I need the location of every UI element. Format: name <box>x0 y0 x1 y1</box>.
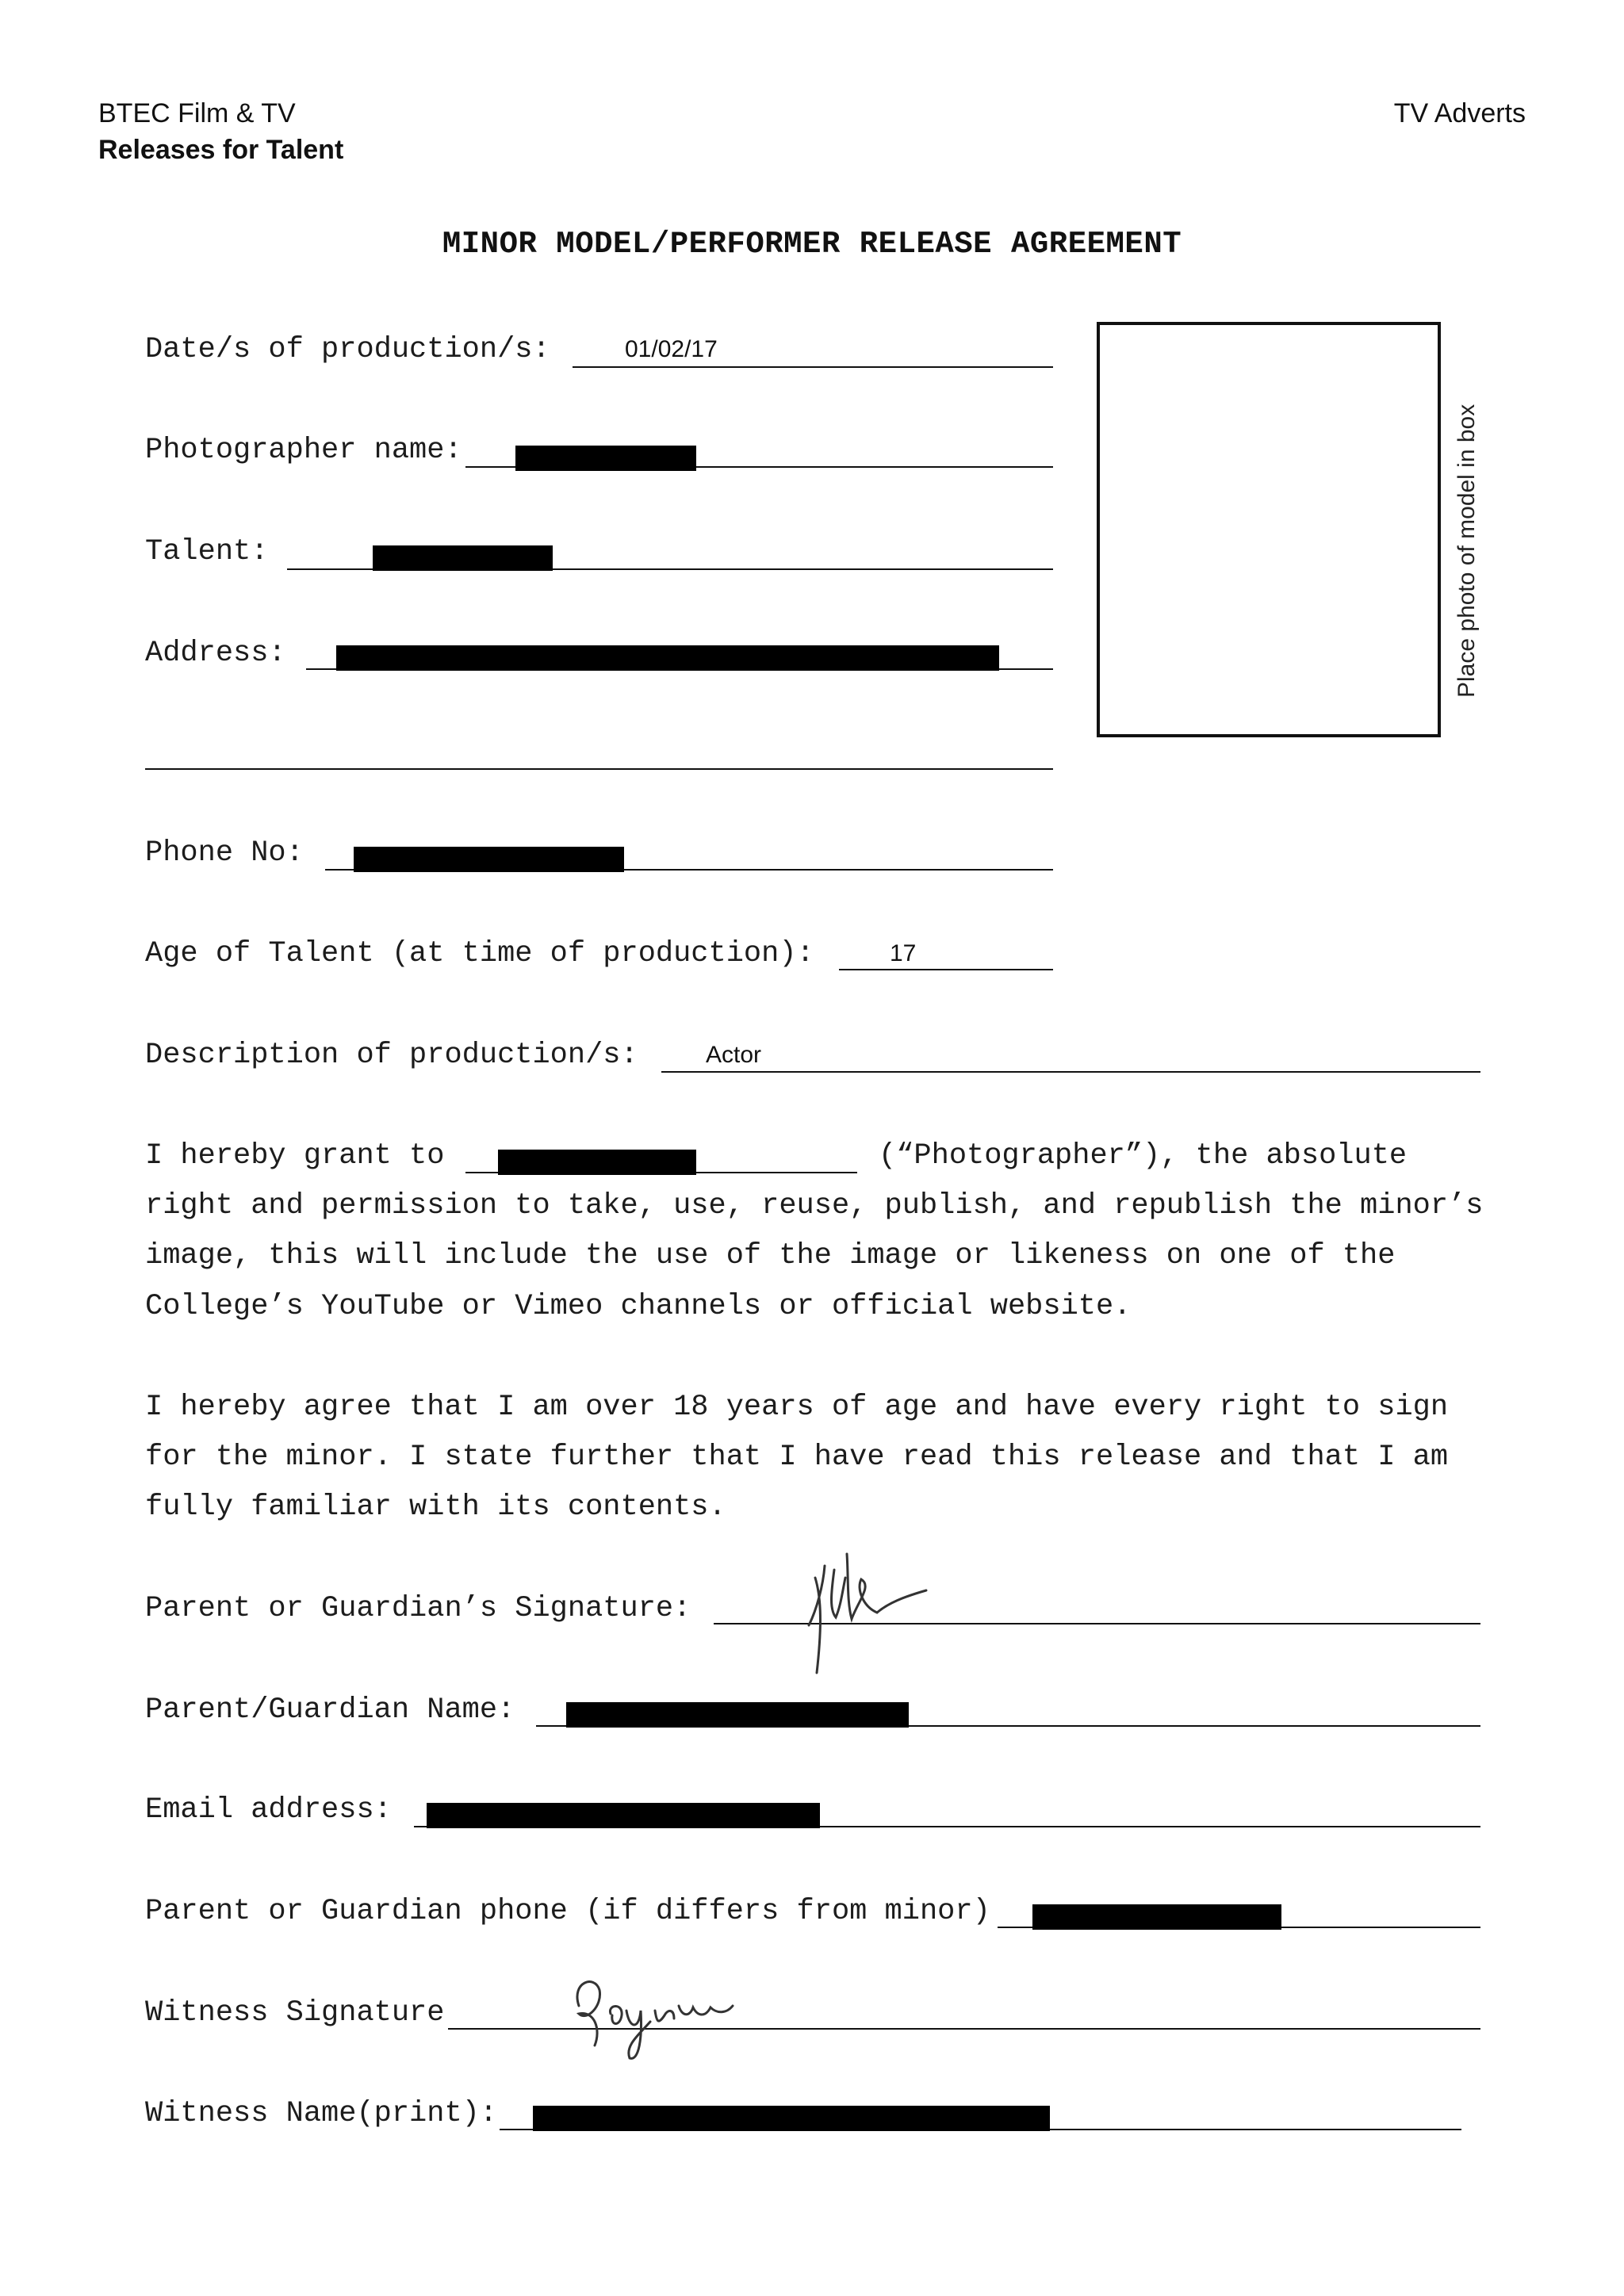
email-label: Email address: <box>145 1793 392 1827</box>
witness-name-label: Witness Name(print): <box>145 2097 498 2130</box>
document-subtitle: Releases for Talent <box>98 135 344 165</box>
age-value[interactable]: 17 <box>890 940 917 966</box>
age-line <box>839 969 1053 970</box>
witness-signature-scribble <box>563 1958 753 2069</box>
description-value[interactable]: Actor <box>706 1042 762 1068</box>
parent-phone-redaction <box>1032 1904 1281 1930</box>
grant-line-4: College’s YouTube or Vimeo channels or official website. <box>145 1290 1132 1323</box>
date-label: Date/s of production/s: <box>145 333 550 366</box>
date-value[interactable]: 01/02/17 <box>625 336 718 362</box>
agree-line-1: I hereby agree that I am over 18 years of age and have every right to sign <box>145 1391 1449 1424</box>
address-redaction <box>336 645 999 671</box>
email-redaction <box>427 1803 820 1828</box>
parent-name-redaction <box>566 1702 909 1728</box>
photo-box <box>1097 322 1441 737</box>
unit-title: TV Adverts <box>1393 98 1526 128</box>
photographer-redaction <box>515 446 696 471</box>
grant-suffix: (“Photographer”), the absolute <box>879 1139 1408 1173</box>
parent-signature-scribble <box>785 1530 944 1681</box>
photographer-label: Photographer name: <box>145 434 462 467</box>
parent-phone-label: Parent or Guardian phone (if differs from minor) <box>145 1895 990 1928</box>
parent-signature-label: Parent or Guardian’s Signature: <box>145 1592 691 1625</box>
grant-prefix: I hereby grant to <box>145 1139 445 1173</box>
grant-line-2: right and permission to take, use, reuse, publish, and republish the minor’s <box>145 1189 1484 1223</box>
parent-name-label: Parent/Guardian Name: <box>145 1693 515 1727</box>
agree-line-2: for the minor. I state further that I have read this release and that I am <box>145 1441 1449 1474</box>
course-title: BTEC Film & TV <box>98 98 296 128</box>
page-title: MINOR MODEL/PERFORMER RELEASE AGREEMENT <box>442 227 1182 262</box>
phone-redaction <box>354 847 624 872</box>
agree-line-3: fully familiar with its contents. <box>145 1490 726 1524</box>
talent-redaction <box>373 545 553 571</box>
age-label: Age of Talent (at time of production): <box>145 937 814 970</box>
grant-photographer-redaction <box>498 1150 696 1175</box>
phone-label: Phone No: <box>145 836 304 870</box>
description-line <box>661 1071 1480 1073</box>
witness-name-redaction <box>533 2106 1050 2131</box>
witness-signature-label: Witness Signature <box>145 1996 445 2030</box>
description-label: Description of production/s: <box>145 1039 638 1072</box>
date-line <box>573 366 1053 368</box>
talent-label: Talent: <box>145 535 269 568</box>
address-label: Address: <box>145 637 286 670</box>
address-line-2 <box>145 768 1053 770</box>
grant-line-3: image, this will include the use of the image or likeness on one of the <box>145 1239 1396 1272</box>
